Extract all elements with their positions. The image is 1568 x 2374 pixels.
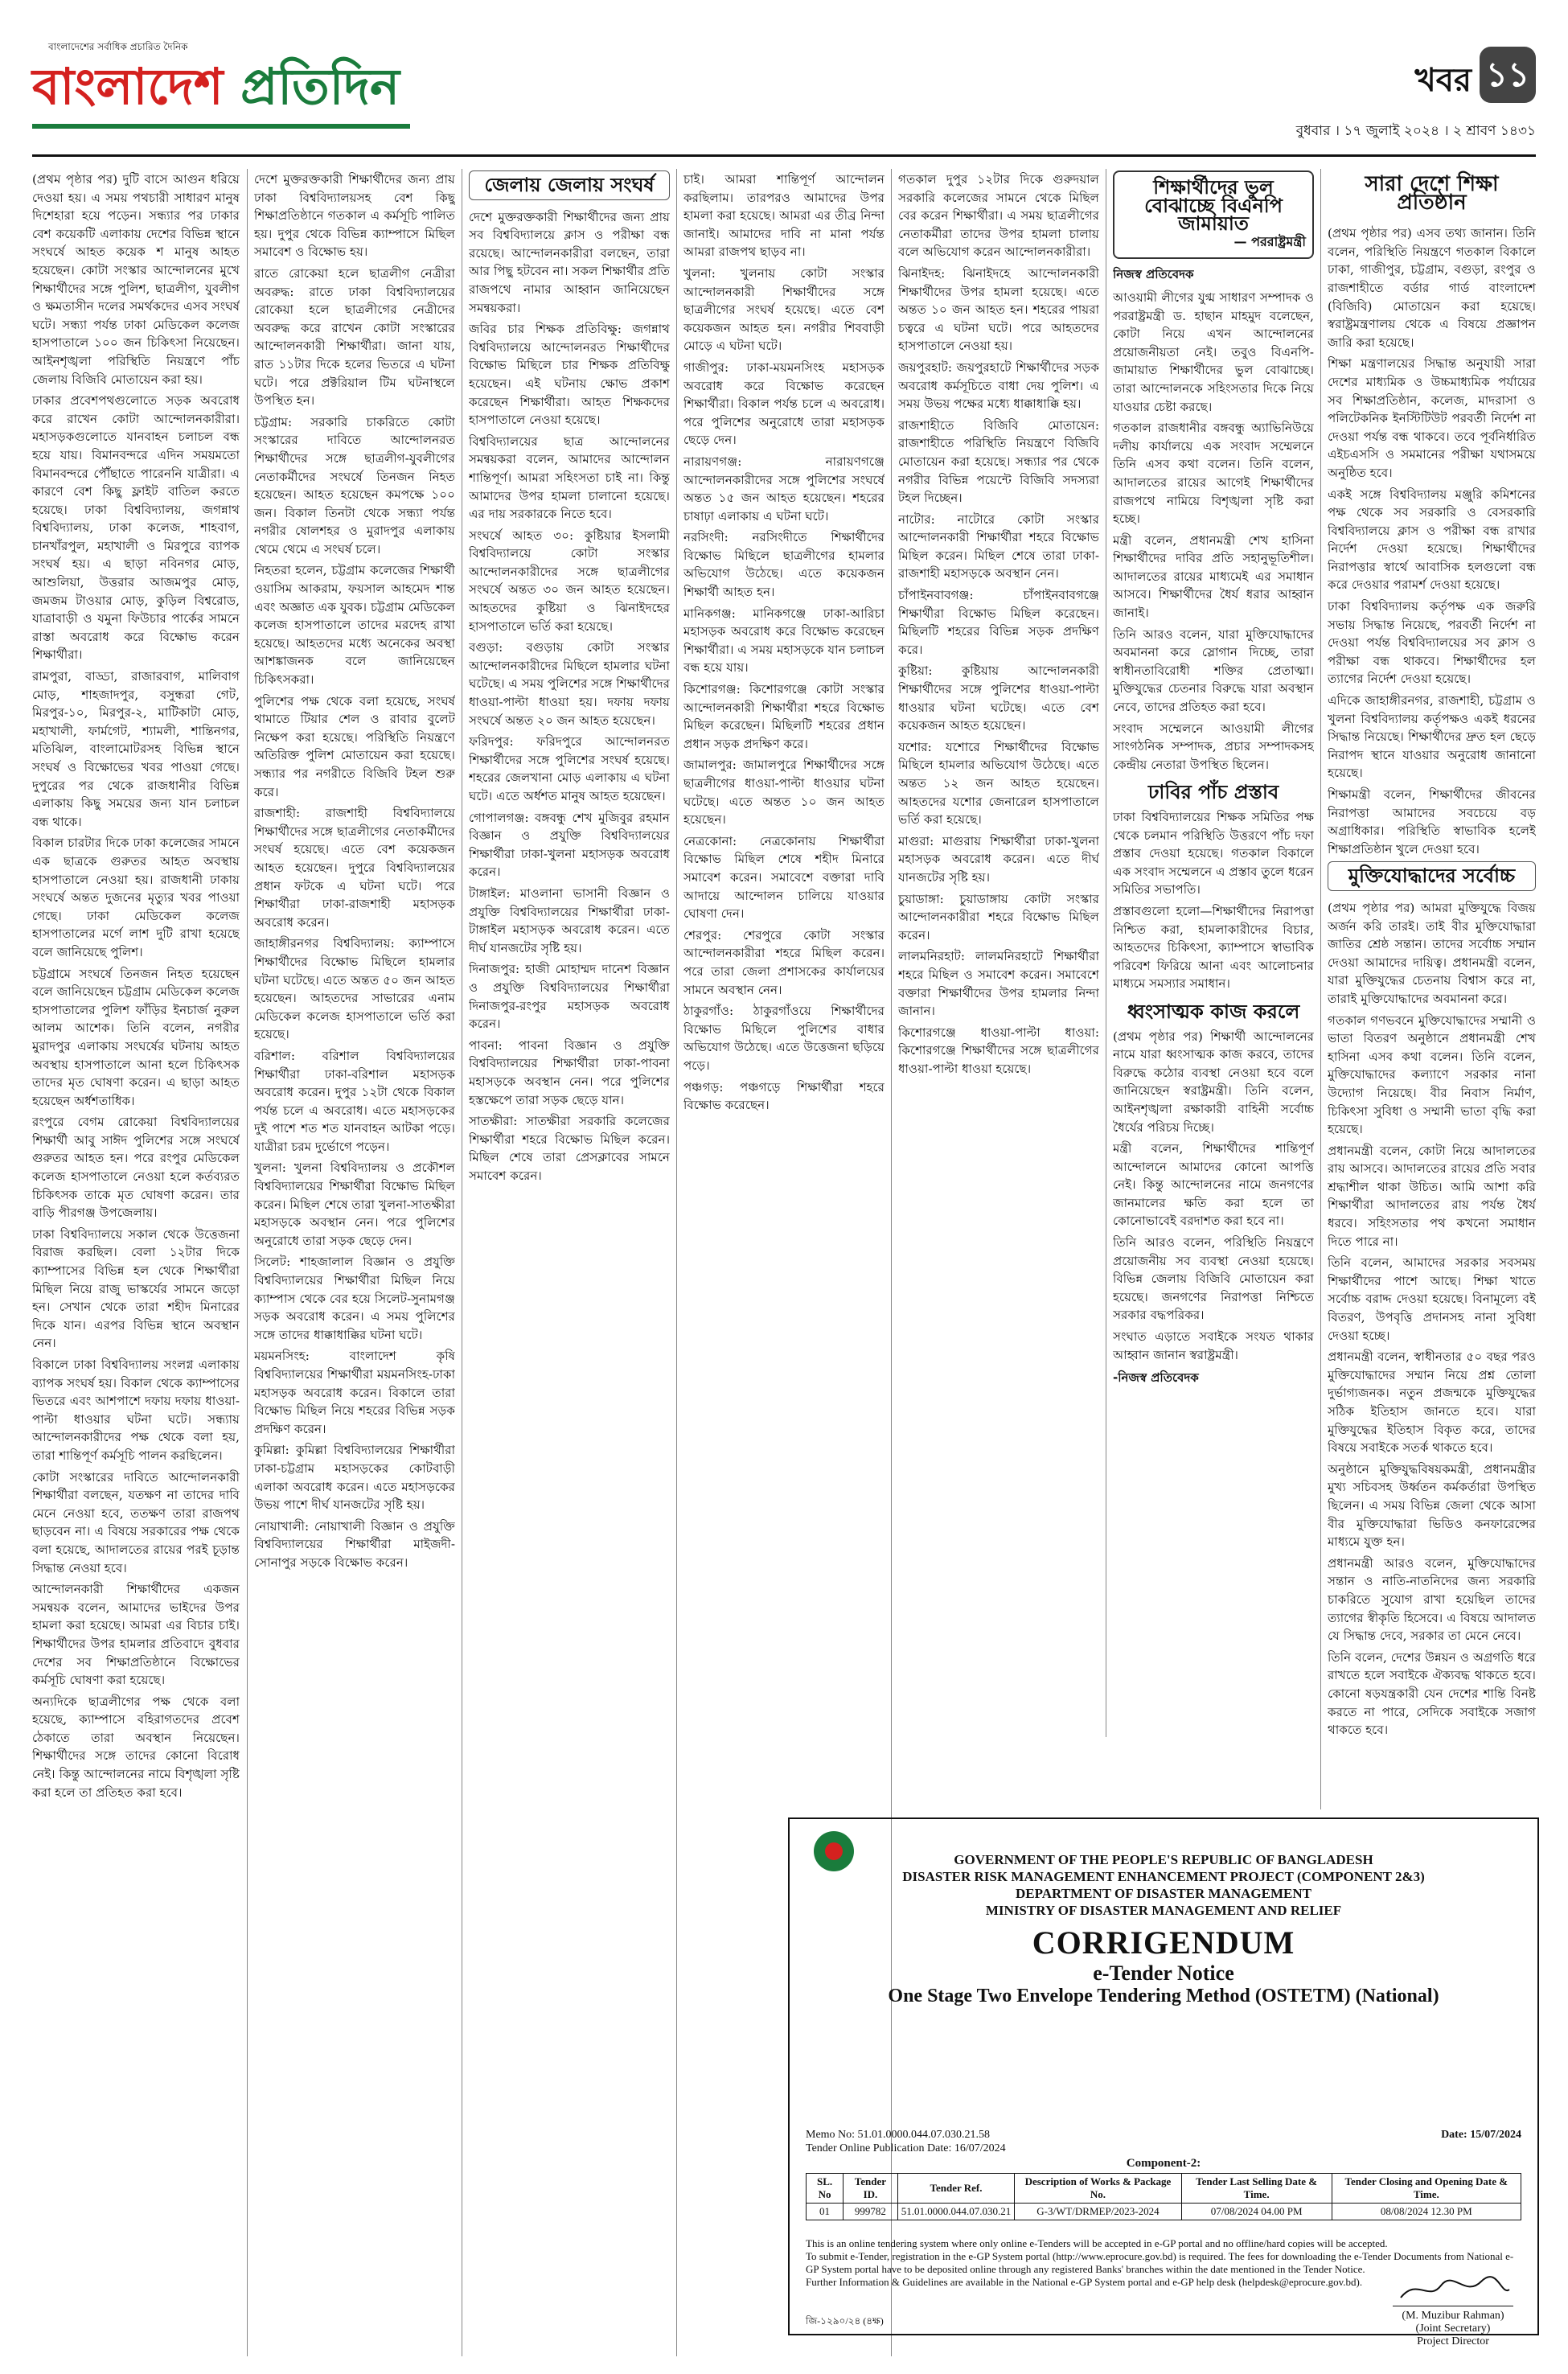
article-paragraph: তিনি বলেন, দেশের উন্নয়ন ও অগ্রগতি ধরে রাখতে হলে সবাইকে ঐক্যবদ্ধ থাকতে হবে। কোনো ষড়যন্ত্রকারী যেন দেশের শান্তি বিনষ্ট করতে না পারে, সেদিকে সবাইকে সজাগ থাকতে হবে। [1328, 1649, 1536, 1738]
tender-date: Date: 15/07/2024 [1441, 2129, 1521, 2141]
headline-education-institutions[interactable]: সারা দেশে শিক্ষা প্রতিষ্ঠান [1365, 172, 1499, 215]
tender-signature [1393, 2273, 1513, 2348]
article-paragraph: এদিকে জাহাঙ্গীরনগর, রাজশাহী, চট্টগ্রাম ও খুলনা বিশ্ববিদ্যালয় কর্তৃপক্ষও একই ধরনের সিদ্ধান্ত নিয়েছে। শিক্ষার্থীদের দ্রুত হল ছেড়ে নিরাপদ স্থানে যাওয়ার অনুরোধ জানানো হয়েছে। [1328, 693, 1536, 781]
component-label: Component-2: [1126, 2157, 1201, 2170]
article-paragraph: ফরিদপুর: ফরিদপুরে আন্দোলনরত শিক্ষার্থীদের সঙ্গে পুলিশের সংঘর্ষ হয়েছে। শহরের জেলখানা মোড় এলাকায় এ ঘটনা ঘটে। এতে অর্ধশত মানুষ আহত হয়েছেন। [469, 734, 670, 803]
signer-title: (Joint Secretary) [1415, 2323, 1491, 2335]
article-paragraph: গাজীপুর: ঢাকা-ময়মনসিংহ মহাসড়ক অবরোধ করে বিক্ষোভ করেছেন শিক্ষার্থীরা। বিকাল পর্যন্ত চলে এ অবরোধ। পরে পুলিশের অনুরোধে তারা মহাসড়ক ছেড়ে দেন। [683, 359, 885, 448]
article-paragraph: ঢাকার প্রবেশপথগুলোতে সড়ক অবরোধ করে রাখেন কোটা আন্দোলনকারীরা। মহাসড়কগুলোতে যানবাহন চলাচল বন্ধ হয়ে যায়। বিমানবন্দরে এদিন সময়মতো বিমানবন্দরে পৌঁছাতে পারেননি যাত্রীরা। এ কারণে বেশ কিছু ফ্লাইট বাতিল করতে হয়েছে। ঢাকা বিশ্ববিদ্যালয়, জগন্নাথ বিশ্ববিদ্যালয়, ঢাকা কলেজ, শাহবাগ, চানখাঁরপুল, মহাখালী ও মিরপুরে ব্যাপক সংঘর্ষ হয়। এ ছাড়া নবিনগর মোড়, আশুলিয়া, উত্তরার আজমপুর মোড়, জমজম টাওয়ার মোড়, কুড়িল বিশ্বরোড, যাত্রাবাড়ী ও যমুনা ফিউচার পার্কের সামনে রাস্তা অবরোধ করে বিক্ষোভ করেন শিক্ষার্থীরা। [32, 393, 240, 663]
publication-date: Tender Online Publication Date: 16/07/2024 [806, 2142, 1006, 2154]
article-paragraph: রংপুরে বেগম রোকেয়া বিশ্ববিদ্যালয়ের শিক্ষার্থী আবু সাঈদ পুলিশের সঙ্গে সংঘর্ষে গুরুতর আহত হন। পরে রংপুর মেডিকেল কলেজ হাসপাতালে নেওয়া হলে কর্তব্যরত চিকিৎসক তাকে মৃত ঘোষণা করেন। তার বাড়ি পীরগঞ্জ উপজেলায়। [32, 1115, 240, 1221]
article-paragraph: চুয়াডাঙ্গা: চুয়াডাঙ্গায় কোটা সংস্কার আন্দোলনকারীরা শহরে বিক্ষোভ মিছিল করেন। [898, 891, 1099, 943]
article-paragraph: রাতে রোকেয়া হলে ছাত্রলীগ নেত্রীরা অবরুদ্ধ: রাতে ঢাকা বিশ্ববিদ্যালয়ের রোকেয়া হলে ছাত্রলীগের নেত্রীদের অবরুদ্ধ করে রাখেন কোটা সংস্কারের আন্দোলনকারী শিক্ষার্থীরা। জানা যায়, রাত ১১টার দিকে হলের ভিতরে এ ঘটনা ঘটে। পরে প্রক্টরিয়াল টিম ঘটনাস্থলে উপস্থিত হন। [254, 265, 455, 409]
headline-tag: — পররাষ্ট্রমন্ত্রী [1233, 233, 1306, 249]
article-paragraph: গোপালগঞ্জ: বঙ্গবন্ধু শেখ মুজিবুর রহমান বিজ্ঞান ও প্রযুক্তি বিশ্ববিদ্যালয়ের শিক্ষার্থীরা ঢাকা-খুলনা মহাসড়ক অবরোধ করেন। [469, 810, 670, 880]
article-paragraph: টাঙ্গাইল: মাওলানা ভাসানী বিজ্ঞান ও প্রযুক্তি বিশ্ববিদ্যালয়ের শিক্ষার্থীরা ঢাকা-টাঙ্গাইল মহাসড়ক অবরোধ করেন। এতে দীর্ঘ যানজটের সৃষ্টি হয়। [469, 885, 670, 955]
tender-header-line: GOVERNMENT OF THE PEOPLE'S REPUBLIC OF BANGLADESH [954, 1852, 1373, 1867]
headline-destructive-acts[interactable]: ধ্বংসাত্মক কাজ করলে [1127, 1000, 1300, 1023]
newspaper-logo[interactable] [32, 40, 410, 137]
article-paragraph: খুলনা: খুলনা বিশ্ববিদ্যালয় ও প্রকৌশল বিশ্ববিদ্যালয়ের শিক্ষার্থীরা বিক্ষোভ মিছিল করেন। মিছিল শেষে তারা খুলনা-সাতক্ষীরা মহাসড়কে অবস্থান নেন। পরে পুলিশের অনুরোধে তারা সড়ক ছেড়ে দেন। [254, 1160, 455, 1248]
article-paragraph: নিহতরা হলেন, চট্টগ্রাম কলেজের শিক্ষার্থী ওয়াসিম আকরাম, ফয়সাল আহমেদ শান্ত এবং অজ্ঞাত এক যুবক। চট্টগ্রাম মেডিকেল কলেজ হাসপাতালে তাদের মরদেহ রাখা হয়েছে। আহতদের মধ্যে অনেকের অবস্থা আশঙ্কাজনক বলে জানিয়েছেন চিকিৎসকরা। [254, 563, 455, 688]
article-paragraph: রাজশাহী: রাজশাহী বিশ্ববিদ্যালয়ে শিক্ষার্থীদের সঙ্গে ছাত্রলীগের নেতাকর্মীদের সংঘর্ষ হয়েছে। এতে বেশ কয়েকজন আহত হয়েছেন। দুপুরে বিশ্ববিদ্যালয়ের প্রধান ফটকে এ ঘটনা ঘটে। পরে শিক্ষার্থীরা ঢাকা-রাজশাহী মহাসড়ক অবরোধ করেন। [254, 806, 455, 930]
article-paragraph: কুমিল্লা: কুমিল্লা বিশ্ববিদ্যালয়ের শিক্ষার্থীরা ঢাকা-চট্টগ্রাম মহাসড়কের কোটবাড়ী এলাকা অবরোধ করেন। এতে মহাসড়কের উভয় পাশে দীর্ঘ যানজটের সৃষ্টি হয়। [254, 1443, 455, 1513]
tender-ref: জি-১২৯০/২৪ (৪ক্ষ) [806, 2315, 884, 2327]
article-paragraph: মন্ত্রী বলেন, প্রধানমন্ত্রী শেখ হাসিনা শিক্ষার্থীদের দাবির প্রতি সহানুভূতিশীল। আদালতের রায়ের মাধ্যমেই এর সমাধান আসবে। শিক্ষার্থীদের ধৈর্য ধরার আহ্বান জানাই। [1113, 532, 1314, 621]
article-paragraph: ঢাকা বিশ্ববিদ্যালয়ের শিক্ষক সমিতির পক্ষ থেকে চলমান পরিস্থিতি উত্তরণে পাঁচ দফা প্রস্তাব দেওয়া হয়েছে। গতকাল বিকালে এক সংবাদ সম্মেলনে এ প্রস্তাব তুলে ধরেন সমিতির সভাপতি। [1113, 810, 1314, 897]
article-paragraph: ঢাকা বিশ্ববিদ্যালয়ে সকাল থেকে উত্তেজনা বিরাজ করছিল। বেলা ১২টার দিকে ক্যাম্পাসের বিভিন্ন হল থেকে শিক্ষার্থীরা মিছিল নিয়ে রাজু ভাস্কর্যের সামনে জড়ো হন। সেখান থেকে তারা শহীদ মিনারের দিকে যান। এরপর বিভিন্ন স্থানে অবস্থান নেন। [32, 1226, 240, 1351]
article-paragraph: পাবনা: পাবনা বিজ্ঞান ও প্রযুক্তি বিশ্ববিদ্যালয়ের শিক্ষার্থীরা ঢাকা-পাবনা মহাসড়কে অবস্থান নেন। পরে পুলিশের হস্তক্ষেপে তারা সড়ক ছেড়ে যান। [469, 1037, 670, 1107]
tender-table [806, 2173, 1521, 2220]
article-paragraph: অনুষ্ঠানে মুক্তিযুদ্ধবিষয়কমন্ত্রী, প্রধানমন্ত্রীর মুখ্য সচিবসহ উর্ধ্বতন কর্মকর্তারা উপস্থিত ছিলেন। এ সময় বিভিন্ন জেলা থেকে আসা বীর মুক্তিযোদ্ধারা ভিডিও কনফারেন্সের মাধ্যমে যুক্ত হন। [1328, 1461, 1536, 1550]
tender-header [790, 1851, 1537, 1919]
article-paragraph: শিক্ষা মন্ত্রণালয়ের সিদ্ধান্ত অনুযায়ী সারা দেশের মাধ্যমিক ও উচ্চমাধ্যমিক পর্যায়ের সব শিক্ষাপ্রতিষ্ঠান, কলেজ, মাদরাসা ও পলিটেকনিক ইনস্টিটিউট পরবর্তী নির্দেশ না দেওয়া পর্যন্ত বন্ধ থাকবে। তবে পূর্বনির্ধারিত এইচএসসি ও সমমানের পরীক্ষা যথাসময়ে অনুষ্ঠিত হবে। [1328, 356, 1536, 480]
article-paragraph: দেশে মুক্তরক্তকারী শিক্ষার্থীদের জন্য প্রায় সব বিশ্ববিদ্যালয়ে ক্লাস ও পরীক্ষা বন্ধ রয়েছে। আন্দোলনকারীরা বলছেন, তারা আর পিছু হটবেন না। সকল শিক্ষার্থীর প্রতি রাজপথে নামার আহ্বান জানিয়েছেন সমন্বয়করা। [469, 209, 670, 315]
table-cell: 51.01.0000.044.07.030.21 [897, 2204, 1015, 2220]
column-divider [247, 169, 248, 2356]
tender-header-line: DEPARTMENT OF DISASTER MANAGEMENT [1016, 1886, 1311, 1901]
table-header-cell: Tender Closing and Opening Date & Time. [1332, 2174, 1521, 2204]
article-paragraph: তিনি আরও বলেন, পরিস্থিতি নিয়ন্ত্রণে প্রয়োজনীয় সব ব্যবস্থা নেওয়া হয়েছে। বিভিন্ন জেলায় বিজিবি মোতায়েন করা হয়েছে। জনগণের নিরাপত্তা নিশ্চিতে সরকার বদ্ধপরিকর। [1113, 1235, 1314, 1323]
article-paragraph: কিশোরগঞ্জ: কিশোরগঞ্জে কোটা সংস্কার আন্দোলনকারী শিক্ষার্থীরা শহরে বিক্ষোভ মিছিল করেছেন। মিছিলটি শহরের প্রধান প্রধান সড়ক প্রদক্ষিণ করে। [683, 682, 885, 751]
article-paragraph: পঞ্চগড়: পঞ্চগড়ে শিক্ষার্থীরা শহরে বিক্ষোভ করেছেন। [683, 1079, 885, 1113]
page-number: ১১ [1480, 47, 1536, 103]
table-row [807, 2204, 1521, 2220]
article-paragraph: গতকাল দুপুর ১২টার দিকে গুরুদয়াল সরকারি কলেজের সামনে থেকে মিছিল বের করেন শিক্ষার্থীরা। এ সময় ছাত্রলীগের নেতাকর্মীরা তাদের উপর হামলা চালায় বলে অভিযোগ করেন আন্দোলনকারীরা। [898, 172, 1099, 260]
article-paragraph: বিকালে ঢাকা বিশ্ববিদ্যালয় সংলগ্ন এলাকায় ব্যাপক সংঘর্ষ হয়। বিকাল থেকে ক্যাম্পাসের ভিতরে এবং আশপাশে দফায় দফায় ধাওয়া-পাল্টা ধাওয়ার ঘটনা ঘটে। সন্ধ্যায় আন্দোলনকারীদের পক্ষ থেকে বলা হয়, তারা শান্তিপূর্ণ কর্মসূচি পালন করছিলেন। [32, 1357, 240, 1463]
article-paragraph: মন্ত্রী বলেন, শিক্ষার্থীদের শান্তিপূর্ণ আন্দোলনে আমাদের কোনো আপত্তি নেই। কিন্তু আন্দোলনের নামে জনগণের জানমালের ক্ষতি করা হলে তা কোনোভাবেই বরদাশত করা হবে না। [1113, 1141, 1314, 1229]
table-header-cell: Tender Last Selling Date & Time. [1181, 2174, 1332, 2204]
article-column-3 [469, 170, 670, 2342]
article-paragraph: সংঘাত এড়াতে সবাইকে সংযত থাকার আহ্বান জানান স্বরাষ্ট্রমন্ত্রী। [1113, 1329, 1314, 1362]
article-paragraph: নারায়ণগঞ্জ: নারায়ণগঞ্জে আন্দোলনকারীদের সঙ্গে পুলিশের সংঘর্ষে অন্তত ১৫ জন আহত হয়েছেন। শহরের চাষাঢ়া এলাকায় এ ঘটনা ঘটে। [683, 454, 885, 524]
logo-text: বাংলাদেশ প্রতিদিন [32, 57, 400, 116]
table-header-cell: Tender Ref. [897, 2174, 1015, 2204]
article-column-5 [898, 170, 1099, 1795]
byline: নিজস্ব প্রতিবেদক [1113, 267, 1194, 282]
article-paragraph: ঢাকা বিশ্ববিদ্যালয় কর্তৃপক্ষ এক জরুরি সভায় সিদ্ধান্ত নিয়েছে, পরবর্তী নির্দেশ না দেওয়া পর্যন্ত বিশ্ববিদ্যালয়ের সব ক্লাস ও পরীক্ষা বন্ধ থাকবে। শিক্ষার্থীদের হল ত্যাগের নির্দেশ দেওয়া হয়েছে। [1328, 599, 1536, 687]
article-paragraph: চট্টগ্রামে সংঘর্ষে তিনজন নিহত হয়েছেন বলে জানিয়েছেন চট্টগ্রাম মেডিকেল কলেজ হাসপাতালের পুলিশ ফাঁড়ির ইনচার্জ নুরুল আলম আশেক। তিনি বলেন, নগরীর মুরাদপুর এলাকায় সংঘর্ষের ঘটনায় আহত অবস্থায় হাসপাতালে আনা হলে চিকিৎসক তাদের মৃত ঘোষণা করেন। এ ছাড়া আহত হয়েছেন অর্ধশতাধিক। [32, 966, 240, 1108]
article-paragraph: জাহাঙ্গীরনগর বিশ্ববিদ্যালয়: ক্যাম্পাসে শিক্ষার্থীদের বিক্ষোভ মিছিলে হামলার ঘটনা ঘটেছে। এতে অন্তত ৫০ জন আহত হয়েছেন। আহতদের সাভারের এনাম মেডিকেল কলেজ হাসপাতালে ভর্তি করা হয়েছে। [254, 936, 455, 1042]
headline-freedom-fighters[interactable]: মুক্তিযোদ্ধাদের সর্বোচ্চ [1328, 861, 1536, 891]
headline-dhaka-univ-proposals[interactable]: ঢাবির পাঁচ প্রস্তাব [1147, 781, 1279, 804]
tender-notice [788, 1817, 1539, 2347]
article-paragraph: একই সঙ্গে বিশ্ববিদ্যালয় মঞ্জুরি কমিশনের পক্ষ থেকে সব সরকারি ও বেসরকারি বিশ্ববিদ্যালয়ে ক্লাস ও পরীক্ষা বন্ধ রাখার নির্দেশ দেওয়া হয়েছে। শিক্ষার্থীদের নিরাপত্তার স্বার্থে আবাসিক হলগুলো বন্ধ করে দেওয়ার পরামর্শ দেওয়া হয়েছে। [1328, 487, 1536, 593]
article-paragraph: কিশোরগঞ্জে ধাওয়া-পাল্টা ধাওয়া: কিশোরগঞ্জে শিক্ষার্থীদের সঙ্গে ছাত্রলীগের ধাওয়া-পাল্টা ধাওয়া হয়েছে। [898, 1025, 1099, 1076]
government-seal-icon [814, 1831, 854, 1871]
signer-role: Project Director [1417, 2335, 1489, 2347]
article-paragraph: চট্টগ্রাম: সরকারি চাকরিতে কোটা সংস্কারের দাবিতে আন্দোলনরত শিক্ষার্থীদের সঙ্গে ছাত্রলীগ-যুবলীগের নেতাকর্মীদের সংঘর্ষে তিনজন নিহত হয়েছেন। আহত হয়েছেন কমপক্ষে ১০০ জন। বিকাল তিনটা থেকে সন্ধ্যা পর্যন্ত নগরীর ষোলশহর ও মুরাদপুর এলাকায় থেমে থেমে এ সংঘর্ষ চলে। [254, 414, 455, 557]
tender-header-line: DISASTER RISK MANAGEMENT ENHANCEMENT PROJECT (COMPONENT 2&3) [902, 1869, 1425, 1884]
article-paragraph: দেশে মুক্তরক্তকারী শিক্ষার্থীদের জন্য প্রায় ঢাকা বিশ্ববিদ্যালয়সহ বেশ কিছু শিক্ষাপ্রতিষ্ঠানে গতকাল এ কর্মসূচি পালিত হয়। দুপুর থেকে বিভিন্ন ক্যাম্পাসে মিছিল সমাবেশ ও বিক্ষোভ হয়। [254, 172, 455, 260]
article-paragraph: সংবাদ সম্মেলনে আওয়ামী লীগের সাংগঠনিক সম্পাদক, প্রচার সম্পাদকসহ কেন্দ্রীয় নেতারা উপস্থিত ছিলেন। [1113, 721, 1314, 772]
table-header-cell: Description of Works & Package No. [1015, 2174, 1181, 2204]
article-paragraph: তিনি আরও বলেন, যারা মুক্তিযোদ্ধাদের অবমাননা করে স্লোগান দিচ্ছে, তারা স্বাধীনতাবিরোধী শক্তির প্রেতাত্মা। মুক্তিযুদ্ধের চেতনার বিরুদ্ধে যারা অবস্থান নেবে, তাদের প্রতিহত করা হবে। [1113, 626, 1314, 715]
headline-bnp-jamaat[interactable]: শিক্ষার্থীদের ভুল বোঝাচ্ছে বিএনপি জামায়াত — পররাষ্ট্রমন্ত্রী [1113, 170, 1314, 259]
signature-icon [1393, 2273, 1513, 2306]
article-paragraph: ঠাকুরগাঁও: ঠাকুরগাঁওয়ে শিক্ষার্থীদের বিক্ষোভ মিছিলে পুলিশের বাধার অভিযোগ উঠেছে। এতে উত্তেজনা ছড়িয়ে পড়ে। [683, 1004, 885, 1073]
tender-note: To submit e-Tender, registration in the e-GP System portal (http://www.eprocure.gov.bd) is required. The fees for downloading the e-Tender Documents from National e-GP System portal have to be deposited online through any registered Banks' branches within the date mentioned in the Tender Notice. [806, 2250, 1514, 2275]
column-divider [1320, 169, 1321, 1809]
article-column-2 [254, 170, 455, 2342]
article-paragraph: রামপুরা, বাড্ডা, রাজারবাগ, মালিবাগ মোড়, শাহজাদপুর, বসুন্ধরা গেট, মিরপুর-১০, মিরপুর-২, মাটিকাটা মোড়, মহাখালী, ফার্মগেট, শ্যামলী, শান্তিনগর, মতিঝিল, বাংলামোটরসহ বিভিন্ন স্থানে সংঘর্ষ ও বিক্ষোভের খবর পাওয়া গেছে। দুপুরের পর থেকে রাজধানীর বিভিন্ন এলাকায় কিছু সময়ের জন্য যান চলাচল বন্ধ থাকে। [32, 669, 240, 829]
column-divider [676, 169, 677, 2356]
tender-subtitle: e-Tender Notice [1093, 1961, 1234, 1985]
article-paragraph: জবির চার শিক্ষক প্রতিবিক্ষু: জগন্নাথ বিশ্ববিদ্যালয়ে আন্দোলনরত শিক্ষার্থীদের বিক্ষোভ মিছিলে চার শিক্ষক প্রতিবিক্ষু হয়েছেন। এই ঘটনায় ক্ষোভ প্রকাশ করেছেন শিক্ষার্থীরা। আহত শিক্ষকদের হাসপাতালে নেওয়া হয়েছে। [469, 322, 670, 428]
article-paragraph: সিলেট: শাহজালাল বিজ্ঞান ও প্রযুক্তি বিশ্ববিদ্যালয়ের শিক্ষার্থীরা মিছিল নিয়ে ক্যাম্পাস থেকে বের হয়ে সিলেট-সুনামগঞ্জ সড়ক অবরোধ করেন। এ সময় পুলিশের সঙ্গে তাদের ধাক্কাধাক্কির ঘটনা ঘটে। [254, 1255, 455, 1342]
article-column-7 [1328, 170, 1536, 1803]
top-rule [32, 154, 1536, 157]
article-paragraph: আওয়ামী লীগের যুগ্ম সাধারণ সম্পাদক ও পররাষ্ট্রমন্ত্রী ড. হাছান মাহমুদ বলেছেন, কোটা নিয়ে এখন আন্দোলনের প্রয়োজনীয়তা নেই। তবুও বিএনপি-জামায়াত শিক্ষার্থীদের ভুল বোঝাচ্ছে। তারা আন্দোলনকে সহিংসতার দিকে নিয়ে যাওয়ার চেষ্টা করছে। [1113, 290, 1314, 414]
article-paragraph: চাই। আমরা শান্তিপূর্ণ আন্দোলন করছিলাম। তারপরও আমাদের উপর হামলা করা হয়েছে। আমরা এর তীব্র নিন্দা জানাই। আমাদের দাবি না মানা পর্যন্ত আমরা রাজপথ ছাড়ব না। [683, 172, 885, 260]
article-paragraph: শিক্ষামন্ত্রী বলেন, শিক্ষার্থীদের জীবনের নিরাপত্তা আমাদের সবচেয়ে বড় অগ্রাধিকার। পরিস্থিতি স্বাভাবিক হলেই শিক্ষাপ্রতিষ্ঠান খুলে দেওয়া হবে। [1328, 787, 1536, 856]
headline-district-clashes[interactable]: জেলায় জেলায় সংঘর্ষ [469, 170, 670, 200]
article-paragraph: নোয়াখালী: নোয়াখালী বিজ্ঞান ও প্রযুক্তি বিশ্ববিদ্যালয়ের শিক্ষার্থীরা মাইজদী-সোনাপুর সড়কে বিক্ষোভ করেন। [254, 1518, 455, 1570]
article-column-6 [1113, 170, 1314, 1803]
article-paragraph: চাঁপাইনবাবগঞ্জ: চাঁপাইনবাবগঞ্জে শিক্ষার্থীরা বিক্ষোভ মিছিল করেছেন। মিছিলটি শহরের বিভিন্ন সড়ক প্রদক্ষিণ করে। [898, 588, 1099, 657]
article-paragraph: বিকাল চারটার দিকে ঢাকা কলেজের সামনে এক ছাত্রকে গুরুতর আহত অবস্থায় হাসপাতালে নেওয়া হয়। রাজধানী ঢাকায় সংঘর্ষে অন্তত দুজনের মৃত্যুর খবর পাওয়া গেছে। ঢাকা মেডিকেল কলেজ হাসপাতালের মর্গে লাশ দুটি রাখা হয়েছে বলে জানিয়েছে পুলিশ। [32, 836, 240, 959]
table-cell: 08/08/2024 12.30 PM [1332, 2204, 1521, 2220]
article-paragraph: প্রধানমন্ত্রী আরও বলেন, মুক্তিযোদ্ধাদের সন্তান ও নাতি-নাতনিদের জন্য সরকারি চাকরিতে সুযোগ রাখা হয়েছিল তাদের ত্যাগের স্বীকৃতি হিসেবে। এ বিষয়ে আদালত যে সিদ্ধান্ত দেবে, সরকার তা মেনে নেবে। [1328, 1555, 1536, 1644]
tender-header-line: MINISTRY OF DISASTER MANAGEMENT AND RELIEF [985, 1903, 1342, 1918]
tender-note: Further Information & Guidelines are available in the National e-GP System portal and e-GP help desk (helpdesk@eprocure.gov.bd). [806, 2276, 1363, 2288]
article-paragraph: মাগুরা: মাগুরায় শিক্ষার্থীরা ঢাকা-খুলনা মহাসড়ক অবরোধ করেন। এতে দীর্ঘ যানজটের সৃষ্টি হয়। [898, 833, 1099, 885]
article-paragraph: গতকাল গণভবনে মুক্তিযোদ্ধাদের সম্মানী ও ভাতা বিতরণ অনুষ্ঠানে প্রধানমন্ত্রী শেখ হাসিনা এসব কথা বলেন। তিনি বলেন, মুক্তিযোদ্ধাদের কল্যাণে সরকার নানা উদ্যোগ নিয়েছে। বীর নিবাস নির্মাণ, চিকিৎসা সুবিধা ও সম্মানী ভাতা বৃদ্ধি করা হয়েছে। [1328, 1012, 1536, 1137]
article-paragraph: নেত্রকোনা: নেত্রকোনায় শিক্ষার্থীরা বিক্ষোভ মিছিল শেষে শহীদ মিনারে সমাবেশ করেন। সমাবেশে বক্তারা দাবি আদায়ে আন্দোলন চালিয়ে যাওয়ার ঘোষণা দেন। [683, 833, 885, 922]
article-paragraph: দিনাজপুর: হাজী মোহাম্মদ দানেশ বিজ্ঞান ও প্রযুক্তি বিশ্ববিদ্যালয়ের শিক্ষার্থীরা দিনাজপুর-রংপুর মহাসড়ক অবরোধ করেন। [469, 962, 670, 1032]
article-paragraph: শেরপুর: শেরপুরে কোটা সংস্কার আন্দোলনকারীরা শহরে মিছিল করেন। পরে তারা জেলা প্রশাসকের কার্যালয়ের সামনে অবস্থান নেন। [683, 927, 885, 997]
article-paragraph: জামালপুর: জামালপুরে শিক্ষার্থীদের সঙ্গে ছাত্রলীগের ধাওয়া-পাল্টা ধাওয়ার ঘটনা ঘটেছে। এতে অন্তত ১০ জন আহত হয়েছেন। [683, 758, 885, 828]
article-paragraph: (প্রথম পৃষ্ঠার পর) এসব তথ্য জানান। তিনি বলেন, পরিস্থিতি নিয়ন্ত্রণে গতকাল বিকালে ঢাকা, গাজীপুর, চট্টগ্রাম, বগুড়া, রংপুর ও রাজশাহীতে বর্ডার গার্ড বাংলাদেশ (বিজিবি) মোতায়েন করা হয়েছে। স্বরাষ্ট্রমন্ত্রণালয় থেকে এ বিষয়ে প্রজ্ঞাপন জারি করা হয়েছে। [1328, 226, 1536, 350]
article-paragraph: তিনি বলেন, আমাদের সরকার সবসময় শিক্ষার্থীদের পাশে আছে। শিক্ষা খাতে সর্বোচ্চ বরাদ্দ দেওয়া হয়েছে। বিনামূল্যে বই বিতরণ, উপবৃত্তি প্রদানসহ নানা সুবিধা দেওয়া হচ্ছে। [1328, 1255, 1536, 1343]
date-line: বুধবার । ১৭ জুলাই ২০২৪ । ২ শ্রাবণ ১৪৩১ [1295, 123, 1536, 139]
signer-name: (M. Muzibur Rahman) [1402, 2310, 1504, 2322]
tender-title: CORRIGENDUM [1032, 1924, 1295, 1961]
logo-tagline: বাংলাদেশের সর্বাধিক প্রচারিত দৈনিক [48, 41, 188, 52]
article-paragraph: আন্দোলনকারী শিক্ষার্থীদের একজন সমন্বয়ক বলেন, আমাদের ভাইদের উপর হামলা করা হয়েছে। আমরা এর বিচার চাই। শিক্ষার্থীদের উপর হামলার প্রতিবাদে বুধবার দেশের সব শিক্ষাপ্রতিষ্ঠানে বিক্ষোভের কর্মসূচি ঘোষণা করা হয়েছে। [32, 1582, 240, 1688]
article-paragraph: বগুড়া: বগুড়ায় কোটা সংস্কার আন্দোলনকারীদের মিছিলে হামলার ঘটনা ঘটেছে। এ সময় পুলিশের সঙ্গে শিক্ষার্থীদের ধাওয়া-পাল্টা ধাওয়া হয়। দফায় দফায় সংঘর্ষে অন্তত ২০ জন আহত হয়েছেন। [469, 640, 670, 728]
article-paragraph: প্রস্তাবগুলো হলো—শিক্ষার্থীদের নিরাপত্তা নিশ্চিত করা, হামলাকারীদের বিচার, আহতদের চিকিৎসা, ক্যাম্পাসে স্বাভাবিক পরিবেশ ফিরিয়ে আনা এবং আলোচনার মাধ্যমে সমস্যার সমাধান। [1113, 903, 1314, 992]
article-paragraph: প্রধানমন্ত্রী বলেন, স্বাধীনতার ৫০ বছর পরও মুক্তিযোদ্ধাদের সম্মান নিয়ে প্রশ্ন তোলা দুর্ভাগ্যজনক। নতুন প্রজন্মকে মুক্তিযুদ্ধের সঠিক ইতিহাস জানতে হবে। যারা মুক্তিযুদ্ধের ইতিহাস বিকৃত করে, তাদের বিষয়ে সবাইকে সতর্ক থাকতে হবে। [1328, 1349, 1536, 1456]
article-column-1 [32, 170, 240, 2342]
signoff: -নিজস্ব প্রতিবেদক [1113, 1370, 1199, 1386]
article-paragraph: (প্রথম পৃষ্ঠার পর) শিক্ষার্থী আন্দোলনের নামে যারা ধ্বংসাত্মক কাজ করবে, তাদের বিরুদ্ধে কঠোর ব্যবস্থা নেওয়া হবে বলে জানিয়েছেন স্বরাষ্ট্রমন্ত্রী। তিনি বলেন, আইনশৃঙ্খলা রক্ষাকারী বাহিনী সর্বোচ্চ ধৈর্যের পরিচয় দিচ্ছে। [1113, 1029, 1314, 1135]
article-paragraph: অন্যদিকে ছাত্রলীগের পক্ষ থেকে বলা হয়েছে, ক্যাম্পাসে বহিরাগতদের প্রবেশ ঠেকাতে তারা অবস্থান নিয়েছেন। শিক্ষার্থীদের সঙ্গে তাদের কোনো বিরোধ নেই। কিন্তু আন্দোলনের নামে বিশৃঙ্খলা সৃষ্টি করা হলে তা প্রতিহত করা হবে। [32, 1694, 240, 1800]
logo-underline [32, 124, 410, 129]
article-paragraph: সাতক্ষীরা: সাতক্ষীরা সরকারি কলেজের শিক্ষার্থীরা শহরে বিক্ষোভ মিছিল করেন। মিছিল শেষে তারা প্রেসক্লাবের সামনে সমাবেশ করেন। [469, 1114, 670, 1183]
table-cell: G-3/WT/DRMEP/2023-2024 [1015, 2204, 1181, 2220]
article-paragraph: খুলনা: খুলনায় কোটা সংস্কার আন্দোলনকারী শিক্ষার্থীদের সঙ্গে ছাত্রলীগের সংঘর্ষ হয়েছে। এতে বেশ কয়েকজন আহত হন। নগরীর শিববাড়ী মোড়ে এ ঘটনা ঘটে। [683, 265, 885, 354]
article-paragraph: যশোর: যশোরে শিক্ষার্থীদের বিক্ষোভ মিছিলে হামলার অভিযোগ উঠেছে। এতে অন্তত ১২ জন আহত হয়েছেন। আহতদের যশোর জেনারেল হাসপাতালে ভর্তি করা হয়েছে। [898, 739, 1099, 828]
memo-number: Memo No: 51.01.0000.044.07.030.21.58 [806, 2129, 991, 2141]
table-header-cell: SL. No [807, 2174, 844, 2204]
article-paragraph: (প্রথম পৃষ্ঠার পর) আমরা মুক্তিযুদ্ধে বিজয় অর্জন করি তারই। তাই বীর মুক্তিযোদ্ধারা জাতির শ্রেষ্ঠ সন্তান। তাদের সর্বোচ্চ সম্মান দেওয়া আমাদের দায়িত্ব। প্রধানমন্ত্রী বলেন, যারা মুক্তিযুদ্ধের চেতনায় বিশ্বাস করে না, তারাই মুক্তিযোদ্ধাদের অবমাননা করে। [1328, 900, 1536, 1006]
article-paragraph: ঝিনাইদহ: ঝিনাইদহে আন্দোলনকারী শিক্ষার্থীদের উপর হামলা হয়েছে। এতে অন্তত ১০ জন আহত হন। শহরের পায়রা চত্বরে এ ঘটনা ঘটে। পরে আহতদের হাসপাতালে নেওয়া হয়। [898, 265, 1099, 354]
article-paragraph: নরসিংদী: নরসিংদীতে শিক্ষার্থীদের বিক্ষোভ মিছিলে ছাত্রলীগের হামলার অভিযোগ উঠেছে। এতে কয়েকজন শিক্ষার্থী আহত হন। [683, 530, 885, 600]
article-paragraph: পুলিশের পক্ষ থেকে বলা হয়েছে, সংঘর্ষ থামাতে টিয়ার শেল ও রাবার বুলেট নিক্ষেপ করা হয়েছে। পরিস্থিতি নিয়ন্ত্রণে অতিরিক্ত পুলিশ মোতায়েন করা হয়েছে। সন্ধ্যার পর নগরীতে বিজিবি টহল শুরু করে। [254, 693, 455, 799]
table-cell: 999782 [844, 2204, 898, 2220]
article-paragraph: লালমনিরহাট: লালমনিরহাটে শিক্ষার্থীরা শহরে মিছিল ও সমাবেশ করেন। সমাবেশে বক্তারা শিক্ষার্থীদের উপর হামলার নিন্দা জানান। [898, 949, 1099, 1019]
article-paragraph: জয়পুরহাট: জয়পুরহাটে শিক্ষার্থীদের সড়ক অবরোধ কর্মসূচিতে বাধা দেয় পুলিশ। এ সময় উভয় পক্ষের মধ্যে ধাক্কাধাক্কি হয়। [898, 359, 1099, 412]
article-paragraph: গতকাল রাজধানীর বঙ্গবন্ধু অ্যাভিনিউয়ে দলীয় কার্যালয়ে এক সংবাদ সম্মেলনে তিনি এসব কথা বলেন। তিনি বলেন, আদালতের রায়ের আগেই শিক্ষার্থীদের রাজপথে নামিয়ে বিশৃঙ্খলা সৃষ্টি করা হচ্ছে। [1113, 421, 1314, 527]
tender-note: This is an online tendering system where only online e-Tenders will be accepted in e-GP portal and no offline/hard copies will be accepted. [806, 2237, 1388, 2249]
article-paragraph: নাটোর: নাটোরে কোটা সংস্কার আন্দোলনকারী শিক্ষার্থীরা শহরে বিক্ষোভ মিছিল করেন। মিছিল শেষে তারা ঢাকা-রাজশাহী মহাসড়কে অবস্থান নেন। [898, 511, 1099, 581]
article-paragraph: সংঘর্ষে আহত ৩০: কুষ্টিয়ার ইসলামী বিশ্ববিদ্যালয়ে কোটা সংস্কার আন্দোলনকারীদের সঙ্গে ছাত্রলীগের সংঘর্ষে অন্তত ৩০ জন আহত হয়েছেন। আহতদের কুষ্টিয়া ও ঝিনাইদহের হাসপাতালে ভর্তি করা হয়েছে। [469, 528, 670, 634]
article-paragraph: বরিশাল: বরিশাল বিশ্ববিদ্যালয়ের শিক্ষার্থীরা ঢাকা-বরিশাল মহাসড়ক অবরোধ করেন। দুপুর ১২টা থেকে বিকাল পর্যন্ত চলে এ অবরোধ। এতে মহাসড়কের দুই পাশে শত শত যানবাহন আটকা পড়ে। যাত্রীরা চরম দুর্ভোগে পড়েন। [254, 1048, 455, 1154]
table-cell: 07/08/2024 04.00 PM [1181, 2204, 1332, 2220]
article-paragraph: মানিকগঞ্জ: মানিকগঞ্জে ঢাকা-আরিচা মহাসড়ক অবরোধ করে বিক্ষোভ করেছেন শিক্ষার্থীরা। এ সময় মহাসড়কে যান চলাচল বন্ধ হয়ে যায়। [683, 606, 885, 676]
masthead [32, 32, 1536, 153]
table-cell: 01 [807, 2204, 844, 2220]
article-paragraph: বিশ্ববিদ্যালয়ের ছাত্র আন্দোলনের সমন্বয়করা বলেন, আমাদের আন্দোলন শান্তিপূর্ণ। আমরা সহিংসতা চাই না। কিন্তু আমাদের উপর হামলা চালানো হয়েছে। এর দায় সরকারকে নিতে হবে। [469, 433, 670, 522]
article-paragraph: (প্রথম পৃষ্ঠার পর) দুটি বাসে আগুন ধরিয়ে দেওয়া হয়। এ সময় পথচারী সাধারণ মানুষ দিশেহারা হয়ে পড়েন। সন্ধ্যার পর ঢাকার বেশ কয়েকটি এলাকায় দেশের বিভিন্ন স্থানে সংঘর্ষে আহত কয়েক শ মানুষ আহত হয়েছেন। কোটা সংস্কার আন্দোলনের মুখে শিক্ষার্থীদের সঙ্গে পুলিশ, ছাত্রলীগ, যুবলীগ ও ক্ষমতাসীন দলের সমর্থকদের এসব সংঘর্ষ ঘটে। সন্ধ্যা পর্যন্ত ঢাকা মেডিকেল কলেজ হাসপাতালে ১০০ জন চিকিৎসা নিয়েছেন। আইনশৃঙ্খলা পরিস্থিতি নিয়ন্ত্রণে পাঁচ জেলায় বিজিবি মোতায়েন করা হয়। [32, 172, 240, 387]
section-header [1383, 47, 1536, 103]
article-paragraph: কুষ্টিয়া: কুষ্টিয়ায় আন্দোলনকারী শিক্ষার্থীদের সঙ্গে পুলিশের ধাওয়া-পাল্টা ধাওয়ার ঘটনা ঘটেছে। এতে বেশ কয়েকজন আহত হয়েছেন। [898, 663, 1099, 733]
tender-method: One Stage Two Envelope Tendering Method (OSTETM) (National) [888, 1986, 1439, 2006]
article-paragraph: রাজশাহীতে বিজিবি মোতায়েন: রাজশাহীতে পরিস্থিতি নিয়ন্ত্রণে বিজিবি মোতায়েন করা হয়েছে। সন্ধ্যার পর থেকে নগরীর বিভিন্ন পয়েন্টে বিজিবি সদস্যরা টহল দিচ্ছেন। [898, 417, 1099, 506]
article-paragraph: কোটা সংস্কারের দাবিতে আন্দোলনকারী শিক্ষার্থীরা বলছেন, যতক্ষণ না তাদের দাবি মেনে নেওয়া হবে, ততক্ষণ তারা রাজপথ ছাড়বেন না। এ বিষয়ে সরকারের পক্ষ থেকে বলা হয়েছে, আদালতের রায়ের পরই চূড়ান্ত সিদ্ধান্ত নেওয়া হবে। [32, 1469, 240, 1575]
table-header-cell: Tender ID. [844, 2174, 898, 2204]
article-paragraph: প্রধানমন্ত্রী বলেন, কোটা নিয়ে আদালতের রায় আসবে। আদালতের রায়ের প্রতি সবার শ্রদ্ধাশীল থাকা উচিত। আমি আশা করি শিক্ষার্থীরা আদালতের রায় পর্যন্ত ধৈর্য ধরবে। সহিংসতার পথ কখনো সমাধান দিতে পারে না। [1328, 1143, 1536, 1249]
section-label: খবর [1414, 62, 1472, 99]
article-paragraph: ময়মনসিংহ: বাংলাদেশ কৃষি বিশ্ববিদ্যালয়ের শিক্ষার্থীরা ময়মনসিংহ-ঢাকা মহাসড়ক অবরোধ করেন। বিকালে তারা বিক্ষোভ মিছিল নিয়ে শহরের বিভিন্ন সড়ক প্রদক্ষিণ করেন। [254, 1349, 455, 1436]
